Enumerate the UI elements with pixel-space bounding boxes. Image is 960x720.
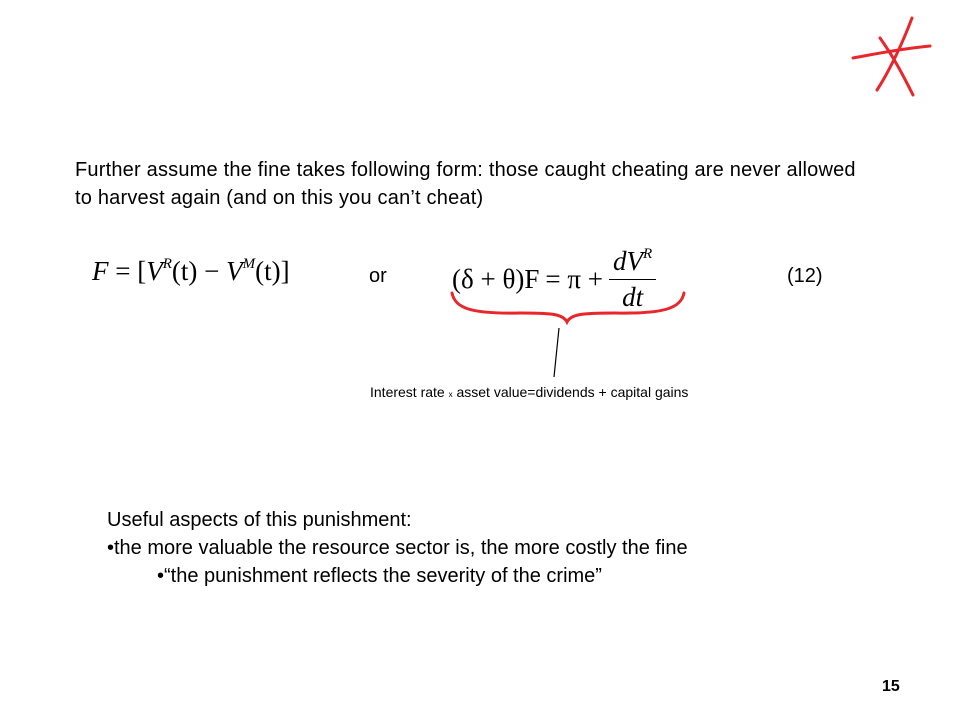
eq2-fraction-den: dt bbox=[622, 282, 644, 312]
annotation-part2: asset value=dividends + capital gains bbox=[456, 384, 689, 400]
eq2-fraction bbox=[609, 246, 656, 313]
eq1-term2: V bbox=[226, 256, 243, 286]
eq2-equals: = π + bbox=[545, 264, 603, 294]
eq1-term1-arg: (t) bbox=[171, 256, 198, 286]
intro-paragraph: Further assume the fine takes following form: those caught cheating are never allowed to harvest again (and on this you can’t cheat) bbox=[75, 159, 856, 209]
eq2-fraction-num bbox=[609, 246, 656, 280]
equation-number: (12) bbox=[787, 265, 823, 287]
eq2-num-sup: R bbox=[642, 246, 653, 262]
eq1-term2-sup: M bbox=[242, 256, 256, 272]
interest-annotation bbox=[370, 384, 688, 400]
useful-heading: Useful aspects of this punishment: bbox=[107, 509, 412, 531]
page-number: 15 bbox=[882, 678, 900, 695]
eq1-term2-arg: (t) bbox=[255, 256, 281, 286]
red-x-mark-icon bbox=[853, 18, 930, 95]
annotation-pointer-line bbox=[554, 328, 559, 377]
eq1-equals: = bbox=[115, 256, 131, 286]
fine-equation bbox=[92, 256, 290, 287]
eq1-term1: V bbox=[146, 256, 163, 286]
eq1-bracket-open: [ bbox=[137, 256, 147, 286]
asset-equation bbox=[452, 246, 656, 313]
useful-aspects-block bbox=[107, 506, 867, 590]
eq2-num-text: dV bbox=[612, 246, 643, 276]
eq1-lhs: F bbox=[92, 256, 109, 286]
annotation-part1: Interest rate bbox=[370, 384, 445, 400]
bullet-item-2: •“the punishment reflects the severity of the crime” bbox=[157, 565, 602, 587]
or-label: or bbox=[369, 265, 387, 287]
eq1-minus: − bbox=[204, 256, 220, 286]
annotation-times: x bbox=[448, 390, 453, 399]
eq2-lhs: (δ + θ)F bbox=[452, 264, 540, 294]
eq1-bracket-close: ] bbox=[280, 256, 290, 286]
eq1-term1-sup: R bbox=[162, 256, 172, 272]
bullet-item-1: •the more valuable the resource sector is, the more costly the fine bbox=[107, 537, 688, 559]
